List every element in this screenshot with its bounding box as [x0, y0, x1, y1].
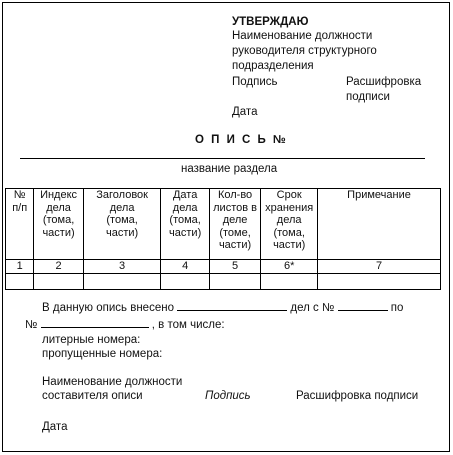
compiler-position-line1: Наименование должности: [42, 376, 183, 388]
table-header-row: [6, 189, 441, 260]
table-row: [6, 274, 441, 290]
approval-signature-label: Подпись: [232, 76, 278, 88]
header-retention: Срок хранения дела (тома, части): [261, 189, 318, 260]
table-cell: [83, 274, 161, 290]
approval-position-line3: подразделения: [232, 60, 314, 72]
table-cell: [209, 274, 260, 290]
section-name-caption: название раздела: [181, 163, 278, 175]
approval-decoding-label-2: подписи: [346, 91, 390, 103]
compiler-date-label: Дата: [42, 421, 68, 433]
header-sheet-count: Кол-во листов в деле (томе, части): [209, 189, 260, 260]
inventory-table: [5, 188, 441, 290]
header-note: Примечание: [318, 189, 441, 260]
approval-position-line2: руководителя структурного: [232, 45, 377, 57]
table-cell: [261, 274, 318, 290]
col-number-cell: 1: [6, 260, 34, 274]
col-number-cell: 4: [161, 260, 209, 274]
footer-line2-text-b: , в том числе:: [151, 319, 225, 331]
approval-position-line1: Наименование должности: [232, 30, 373, 42]
header-number: № п/п: [6, 189, 34, 260]
compiler-signature-label: Подпись: [205, 390, 251, 402]
footer-line1-text-b: дел с №: [290, 302, 335, 314]
header-date: Дата дела (тома, части): [161, 189, 209, 260]
col-number-cell: 3: [83, 260, 161, 274]
footer-line1: [42, 302, 403, 315]
header-index: Индекс дела (тома, части): [34, 189, 83, 260]
header-title: Заголовок дела (тома, части): [83, 189, 161, 260]
approval-date-label: Дата: [232, 106, 258, 118]
compiler-decoding-label: Расшифровка подписи: [296, 390, 419, 402]
from-number-blank: [338, 310, 388, 311]
compiler-position-line2: составителя описи: [42, 390, 143, 402]
table-cell: [34, 274, 83, 290]
table-number-row: [6, 260, 441, 274]
document-title: О П И С Ь №: [195, 134, 288, 146]
approval-heading: УТВЕРЖДАЮ: [232, 16, 309, 28]
col-number-cell: 6*: [261, 260, 318, 274]
col-number-cell: 2: [34, 260, 83, 274]
skipped-numbers-label: пропущенные номера:: [42, 348, 163, 360]
footer-line1-text-c: по: [390, 302, 404, 314]
col-number-cell: 7: [318, 260, 441, 274]
footer-line2: [25, 319, 225, 332]
footer-line1-text-a: В данную опись внесено: [42, 302, 174, 314]
count-blank: [177, 310, 287, 311]
col-number-cell: 5: [209, 260, 260, 274]
literal-numbers-label: литерные номера:: [42, 334, 141, 346]
table-cell: [6, 274, 34, 290]
table-cell: [161, 274, 209, 290]
footer-line2-text-a: №: [25, 319, 38, 331]
section-name-line: [20, 158, 425, 159]
table-cell: [318, 274, 441, 290]
to-number-blank: [41, 327, 149, 328]
approval-decoding-label: Расшифровка: [346, 76, 422, 88]
